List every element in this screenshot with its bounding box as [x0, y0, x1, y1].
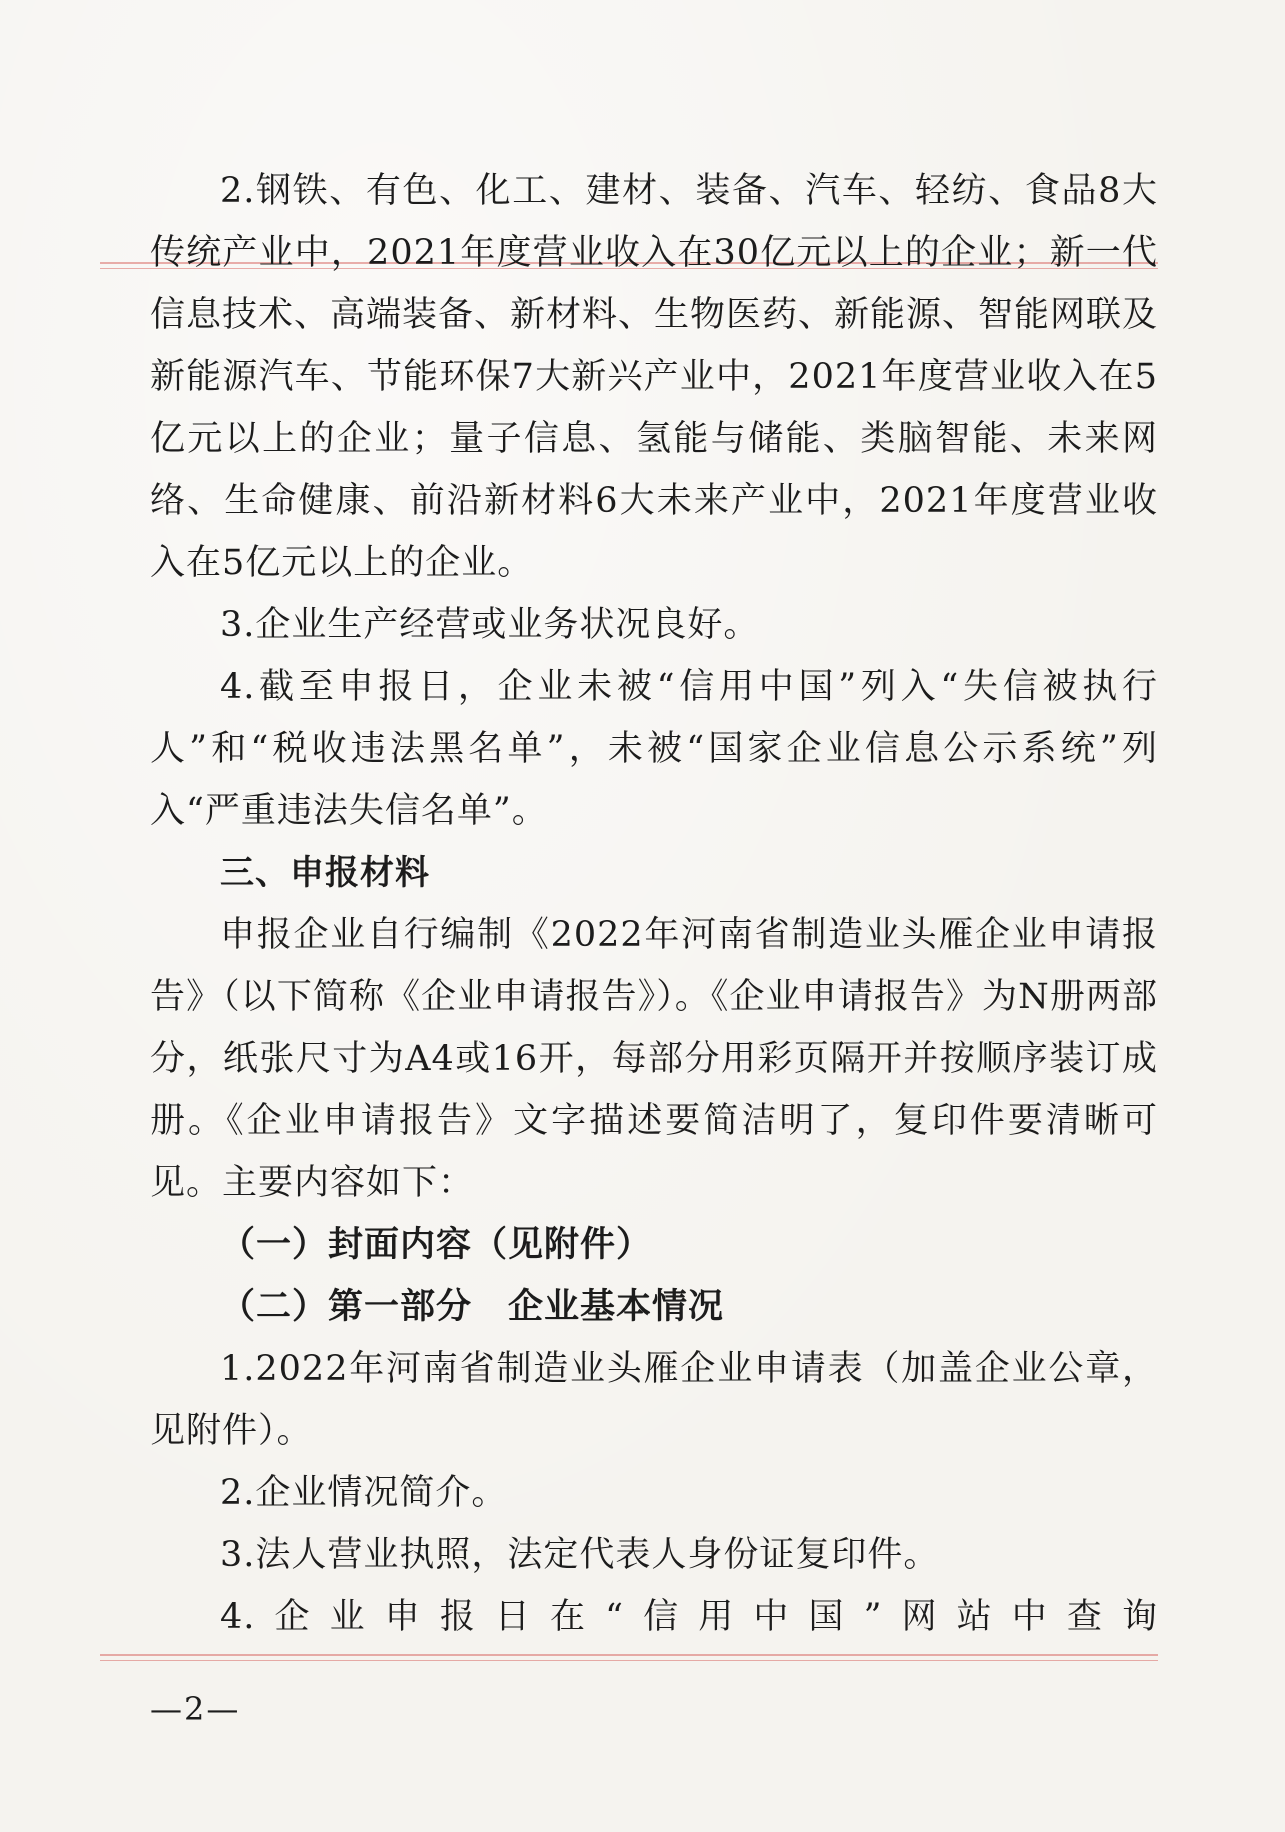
list-item-application-form: 1.2022年河南省制造业头雁企业申请表（加盖企业公章，见附件）。 [150, 1349, 1158, 1451]
list-item-credit-query: 4.企业申报日在“信用中国”网站中查询 [220, 1597, 1158, 1637]
list-item-profile: 2.企业情况简介。 [220, 1473, 508, 1513]
paragraph-operations: 3.企业生产经营或业务状况良好。 [220, 605, 760, 645]
subheading-cover: （一）封面内容（见附件） [220, 1224, 653, 1265]
paragraph-credit: 4.截至申报日，企业未被“信用中国”列入“失信被执行人”和“税收违法黑名单”，未被“国家企业信息公示系统”列入“严重违法失信名单”。 [150, 667, 1158, 831]
footer-rule-thin [100, 1660, 1158, 1661]
subheading-part-one: （二）第一部分 企业基本情况 [220, 1286, 725, 1327]
page-number: —2— [150, 1690, 241, 1728]
section-heading-materials: 三、申报材料 [220, 853, 430, 893]
paragraph-materials: 申报企业自行编制《2022年河南省制造业头雁企业申请报告》（以下简称《企业申请报告》）。《企业申请报告》为N册两部分，纸张尺寸为A4或16开，每部分用彩页隔开并按顺序装订成册。《企业申请报告》文字描述要简洁明了，复印件要清晰可见。主要内容如下： [150, 915, 1158, 1203]
list-item-license: 3.法人营业执照，法定代表人身份证复印件。 [220, 1535, 940, 1575]
paragraph-industries: 2.钢铁、有色、化工、建材、装备、汽车、轻纺、食品8大传统产业中，2021年度营业收入在30亿元以上的企业；新一代信息技术、高端装备、新材料、生物医药、新能源、智能网联及新能源汽车、节能环保7大新兴产业中，2021年度营业收入在5亿元以上的企业；量子信息、氢能与储能、类脑智能、未来网络、生命健康、前沿新材料6大未来产业中，2021年度营业收入在5亿元以上的企业。 [150, 171, 1159, 583]
footer-rule [100, 1654, 1158, 1656]
